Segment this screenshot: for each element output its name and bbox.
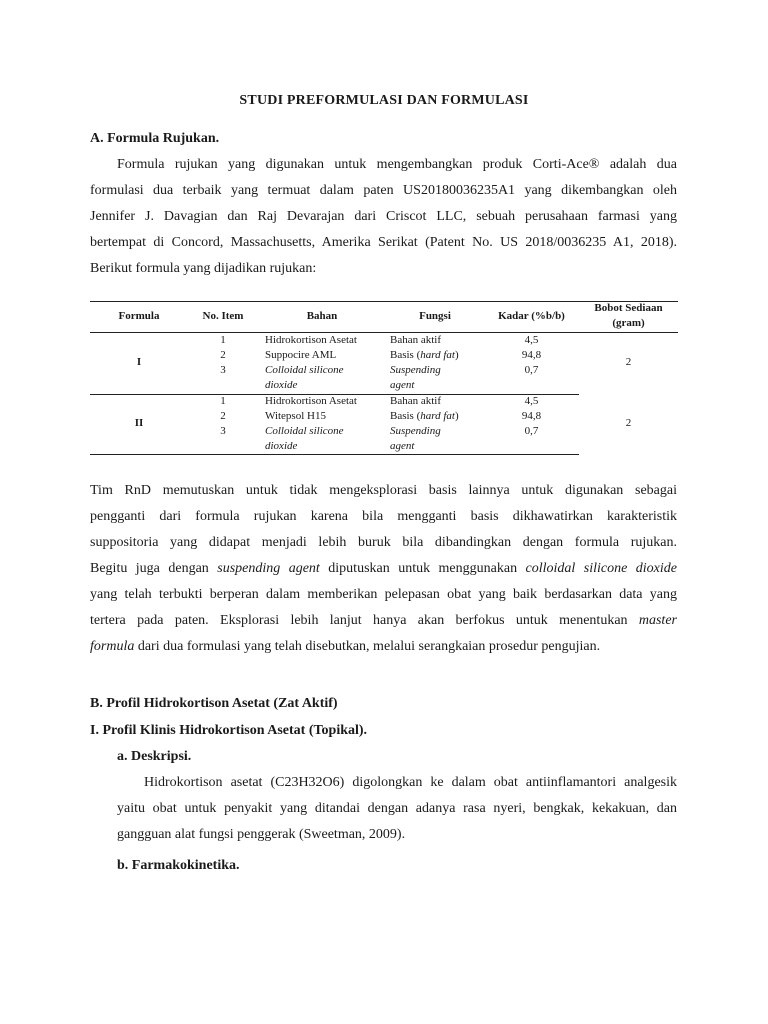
text-run: Begitu juga dengan xyxy=(90,561,218,576)
fungsi-text: Basis ( xyxy=(390,410,421,422)
rnd-paragraph xyxy=(90,478,677,660)
fungsi-list xyxy=(390,394,485,454)
kadar-value: 0,7 xyxy=(524,364,539,376)
section-i-heading: I. Profil Klinis Hidrokortison Asetat (Topikal). xyxy=(90,723,368,738)
section-a-heading: A. Formula Rujukan. xyxy=(90,131,220,146)
bahan-list xyxy=(265,333,387,393)
paragraph-line: yang telah terbukti berperan dalam memberikan pelepasan obat yang baik berdasarkan data yang xyxy=(90,587,677,602)
fungsi-item xyxy=(390,409,485,424)
paragraph-line: Jennifer J. Davagian dan Raj Devarajan dari Criscot LLC, sebuah perusahaan farmasi yang xyxy=(90,209,677,224)
kadar-list xyxy=(484,333,579,378)
header-kadar: Kadar (%b/b) xyxy=(498,310,565,322)
deskripsi-paragraph xyxy=(117,770,677,848)
item-numbers xyxy=(188,394,258,439)
paragraph-line: Formula rujukan yang digunakan untuk mengembangkan produk Corti-Ace® adalah dua xyxy=(117,157,677,172)
paragraph-line: yaitu obat untuk penyakit yang ditandai dengan adanya rasa nyeri, bengkak, kekakuan, dan xyxy=(117,801,677,816)
header-bobot xyxy=(579,301,678,331)
header-bobot-line: Bobot Sediaan xyxy=(594,302,663,314)
header-bahan: Bahan xyxy=(306,310,338,322)
fungsi-text: ) xyxy=(455,410,459,422)
fungsi-item: agent xyxy=(390,440,415,452)
bahan-item: Colloidal silicone xyxy=(265,425,344,437)
fungsi-item xyxy=(390,348,485,363)
bobot-value: 2 xyxy=(625,356,632,368)
paragraph-line: Hidrokortison asetat (C23H32O6) digolongkan ke dalam obat antiinflamantori analgesik xyxy=(144,775,677,790)
paragraph-line: pengganti dari formula rujukan karena bila mengganti basis dikhawatirkan karakteristik xyxy=(90,509,677,524)
paragraph-line: Berikut formula yang dijadikan rujukan: xyxy=(90,261,317,276)
paragraph-line xyxy=(90,608,677,634)
fungsi-italic: hard fat xyxy=(420,349,455,361)
italic-term: master xyxy=(638,613,677,628)
bobot-value: 2 xyxy=(625,417,632,429)
fungsi-item: Bahan aktif xyxy=(390,395,442,407)
kadar-value: 4,5 xyxy=(524,334,539,346)
formula-label: I xyxy=(136,356,142,368)
paragraph-line xyxy=(90,634,677,660)
header-bobot-line: (gram) xyxy=(612,317,645,329)
formula-table xyxy=(90,301,678,455)
item-number: 1 xyxy=(220,334,226,346)
header-formula: Formula xyxy=(118,310,160,322)
paragraph-line: gangguan alat fungsi penggerak (Sweetman, 2009). xyxy=(117,827,406,842)
kadar-list xyxy=(484,394,579,439)
item-number: 3 xyxy=(220,425,226,437)
paragraph-line: bertempat di Concord, Massachusetts, Amerika Serikat (Patent No. US 2018/0036235 A1, 2018). xyxy=(90,235,677,250)
table-bottom-rule xyxy=(90,454,579,455)
fungsi-item: agent xyxy=(390,379,415,391)
subsection-b-heading: b. Farmakokinetika. xyxy=(117,858,240,873)
fungsi-item: Bahan aktif xyxy=(390,334,442,346)
fungsi-item: Suspending xyxy=(390,364,441,376)
bahan-item: Colloidal silicone xyxy=(265,364,344,376)
italic-term: formula xyxy=(90,639,135,654)
fungsi-list xyxy=(390,333,485,393)
fungsi-text: ) xyxy=(455,349,459,361)
italic-term: colloidal silicone dioxide xyxy=(525,561,677,576)
bahan-item: Witepsol H15 xyxy=(265,410,326,422)
fungsi-text: Basis ( xyxy=(390,349,421,361)
page-title: STUDI PREFORMULASI DAN FORMULASI xyxy=(239,93,529,108)
item-number: 2 xyxy=(220,349,226,361)
subsection-a-heading: a. Deskripsi. xyxy=(117,749,192,764)
item-numbers xyxy=(188,333,258,378)
paragraph-line xyxy=(90,556,677,582)
text-run: diputuskan untuk menggunakan xyxy=(319,561,526,576)
kadar-value: 4,5 xyxy=(524,395,539,407)
bahan-item: Hidrokortison Asetat xyxy=(265,334,357,346)
section-a-paragraph xyxy=(90,152,677,282)
bahan-item: Hidrokortison Asetat xyxy=(265,395,357,407)
fungsi-italic: hard fat xyxy=(420,410,455,422)
italic-term: suspending agent xyxy=(217,561,320,576)
bahan-item: dioxide xyxy=(265,440,298,452)
section-b-heading: B. Profil Hidrokortison Asetat (Zat Aktif) xyxy=(90,696,338,711)
bahan-item: dioxide xyxy=(265,379,298,391)
formula-label: II xyxy=(134,417,144,429)
header-no-item: No. Item xyxy=(202,310,244,322)
paragraph-line: formulasi dua terbaik yang termuat dalam paten US20180036235A1 yang dikembangkan oleh xyxy=(90,183,677,198)
kadar-value: 94,8 xyxy=(521,349,542,361)
text-run: tertera pada paten. Eksplorasi lebih lanjut hanya akan berfokus untuk menentukan xyxy=(90,613,639,628)
bahan-item: Suppocire AML xyxy=(265,349,337,361)
fungsi-item: Suspending xyxy=(390,425,441,437)
paragraph-line: suppositoria yang didapat menjadi lebih buruk bila dibandingkan dengan formula rujukan. xyxy=(90,535,677,550)
text-run: dari dua formulasi yang telah disebutkan, melalui serangkaian prosedur pengujian. xyxy=(134,639,601,654)
bahan-list xyxy=(265,394,387,454)
item-number: 1 xyxy=(220,395,226,407)
header-fungsi: Fungsi xyxy=(419,310,451,322)
kadar-value: 0,7 xyxy=(524,425,539,437)
kadar-value: 94,8 xyxy=(521,410,542,422)
paragraph-line: Tim RnD memutuskan untuk tidak mengeksplorasi basis lainnya untuk digunakan sebagai xyxy=(90,483,677,498)
item-number: 2 xyxy=(220,410,226,422)
item-number: 3 xyxy=(220,364,226,376)
